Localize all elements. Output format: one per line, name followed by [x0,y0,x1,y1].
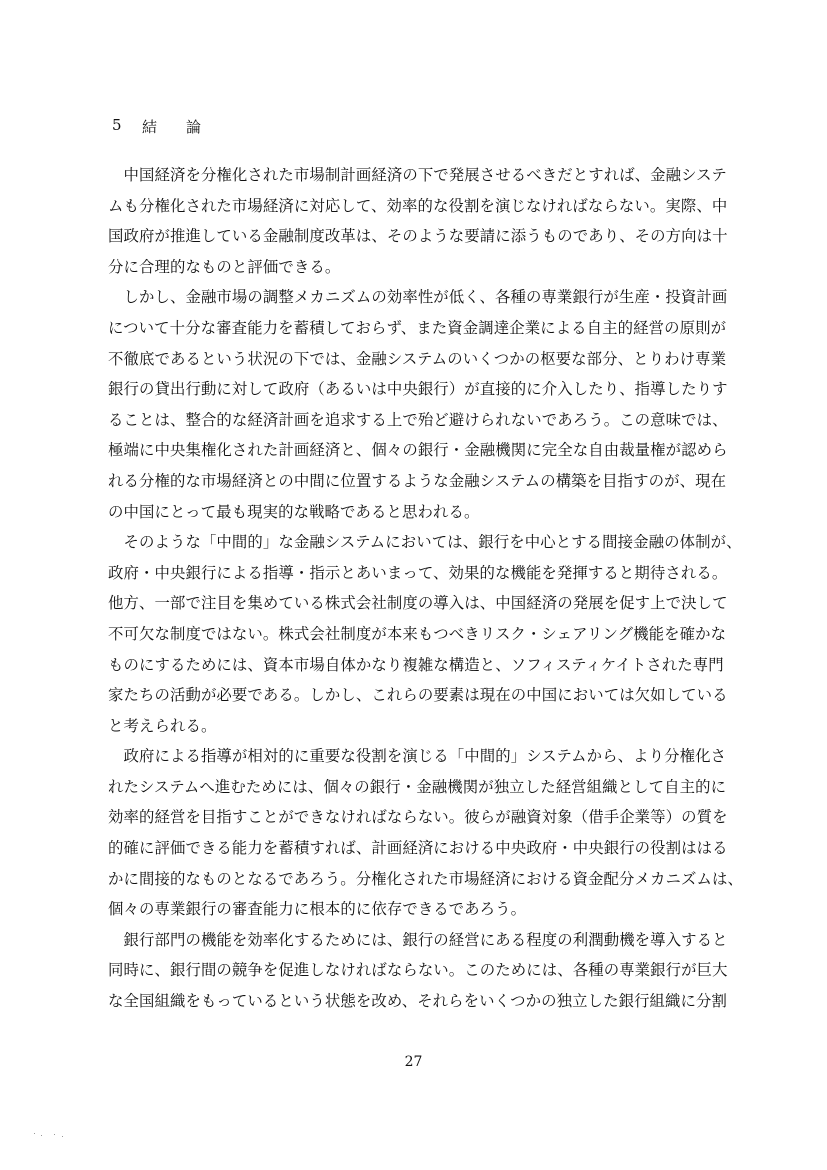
text-line: な全国組織をもっているという状態を改め、それらをいくつかの独立した銀行組織に分割 [108,992,728,1011]
text-line: 分に合理的なものと評価できる。 [108,257,341,276]
section-title-char-2: 論 [186,118,202,136]
text-line: 同時に、銀行間の競争を促進しなければならない。このためには、各種の専業銀行が巨大 [108,961,728,980]
text-line: の中国にとって最も現実的な戦略であると思われる。 [108,502,480,521]
text-line: れたシステムへ進むためには、個々の銀行・金融機関が独立した経営組織として自主的に [108,777,727,796]
text-line: 政府・中央銀行による指導・指示とあいまって、効果的な機能を発揮すると期待される。 [108,563,728,582]
text-line: 極端に中央集権化された計画経済と、個々の銀行・金融機関に完全な自由裁量権が認めら [108,441,728,460]
section-number: 5 [112,116,122,134]
text-line: そのような「中間的」な金融システムにおいては、銀行を中心とする間接金融の体制が、 [108,533,742,552]
text-line: 家たちの活動が必要である。しかし、これらの要素は現在の中国においては欠如している [108,686,728,705]
text-line: 個々の専業銀行の審査能力に根本的に依存できるであろう。 [108,900,527,919]
text-line: ものにするためには、資本市場自体かなり複雑な構造と、ソフィスティケイトされた専門 [108,655,724,674]
text-line: 政府による指導が相対的に重要な役割を演じる「中間的」システムから、より分権化さ [108,747,727,766]
text-line: 効率的経営を目指すことができなければならない。彼らが融資対象（借手企業等）の質を [108,808,728,827]
section-heading [112,116,201,137]
text-line: 国政府が推進している金融制度改革は、そのような要請に添うものであり、その方向は十 [108,227,728,246]
text-line: について十分な審査能力を蓄積しておらず、また資金調達企業による自主的経営の原則が [108,318,727,337]
text-line: 不可欠な制度ではない。株式会社制度が本来もつべきリスク・シェアリング機能を確かな [108,624,727,643]
text-line: 中国経済を分権化された市場制計画経済の下で発展させるべきだとすれば、金融システ [108,166,727,184]
page-number: 27 [404,1054,423,1070]
section-title-char-1: 結 [142,118,158,136]
text-line: 銀行部門の機能を効率化するためには、銀行の経営にある程度の利潤動機を導入すると [108,930,728,949]
text-line: しかし、金融市場の調整メカニズムの効率性が低く、各種の専業銀行が生産・投資計画 [108,288,728,307]
text-line: と考えられる。 [108,716,217,735]
text-line: かに間接的なものとなるであろう。分権化された市場経済における資金配分メカニズムは、 [108,869,743,888]
text-line: 他方、一部で注目を集めている株式会社制度の導入は、中国経済の発展を促す上で決して [108,594,728,613]
scan-speck [32,1132,72,1138]
text-line: 不徹底であるという状況の下では、金融システムのいくつかの枢要な部分、とりわけ専業 [108,349,727,368]
text-line: 銀行の貸出行動に対して政府（あるいは中央銀行）が直接的に介入したり、指導したりす [108,380,728,399]
text-line: れる分権的な市場経済との中間に位置するような金融システムの構築を目指すのが、現在 [108,471,727,490]
text-line: ムも分権化された市場経済に対応して、効率的な役割を演じなければならない。実際、中 [108,196,728,215]
text-line: 的確に評価できる能力を蓄積すれば、計画経済における中央政府・中央銀行の役割ははる [108,839,728,858]
body-text [108,160,743,1017]
text-line: ることは、整合的な経済計画を追求する上で殆ど避けられないであろう。この意味では、 [108,410,728,429]
